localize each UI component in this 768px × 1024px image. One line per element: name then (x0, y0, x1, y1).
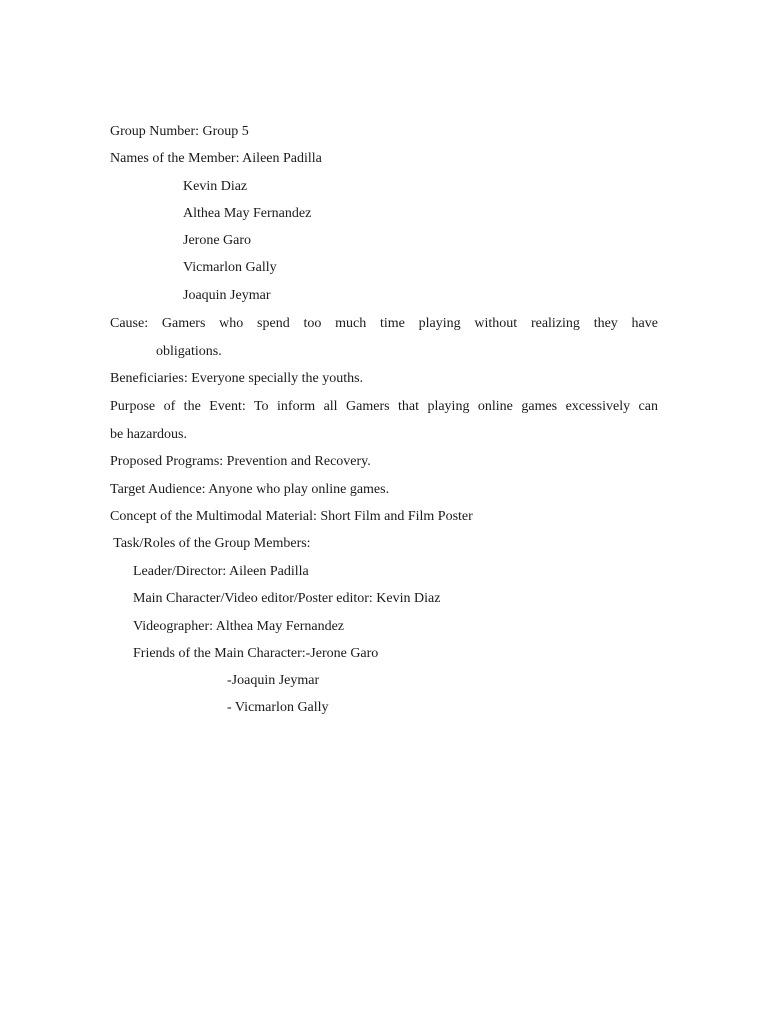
concept-text: Concept of the Multimodal Material: Short Film and Film Poster (110, 509, 473, 524)
cause-text-continued: obligations. (156, 344, 222, 359)
member-name: Vicmarlon Gally (183, 260, 277, 275)
cause-text: Cause: Gamers who spend too much time playing without realizing they have (110, 316, 658, 331)
roles-heading: Task/Roles of the Group Members: (110, 536, 311, 551)
member-name: Jerone Garo (183, 233, 252, 248)
role-item: Leader/Director: Aileen Padilla (133, 564, 309, 579)
beneficiaries-text: Beneficiaries: Everyone specially the youths. (110, 371, 364, 386)
friend-name: -Joaquin Jeymar (227, 673, 320, 688)
member-name: Althea May Fernandez (183, 206, 312, 221)
friend-name: - Vicmarlon Gally (227, 700, 329, 715)
target-audience-text: Target Audience: Anyone who play online games. (110, 482, 390, 497)
role-item: Friends of the Main Character:-Jerone Garo (133, 646, 379, 661)
members-heading: Names of the Member: Aileen Padilla (110, 151, 322, 166)
group-number: Group Number: Group 5 (110, 124, 249, 139)
role-item: Main Character/Video editor/Poster editor: Kevin Diaz (133, 591, 441, 606)
role-item: Videographer: Althea May Fernandez (133, 619, 345, 634)
proposed-programs-text: Proposed Programs: Prevention and Recovery. (110, 454, 371, 469)
purpose-text-continued: be hazardous. (110, 427, 187, 442)
member-name: Joaquin Jeymar (183, 288, 271, 303)
purpose-text: Purpose of the Event: To inform all Gamers that playing online games excessively can (110, 399, 658, 414)
member-name: Kevin Diaz (183, 179, 248, 194)
